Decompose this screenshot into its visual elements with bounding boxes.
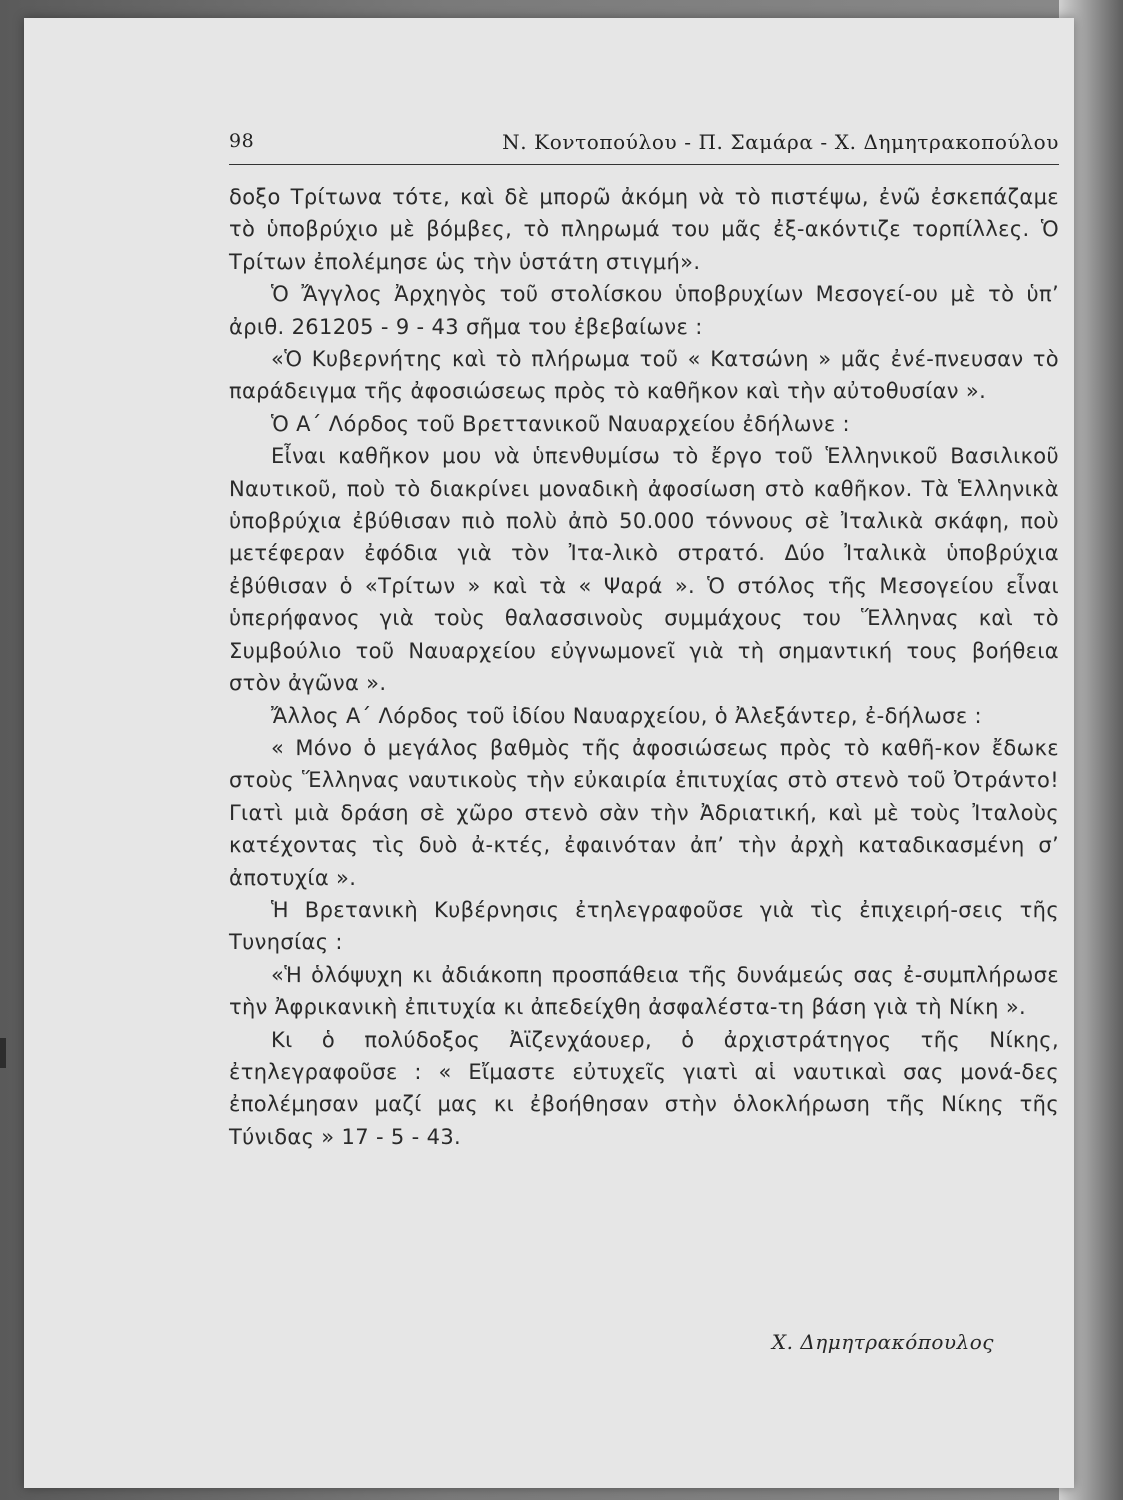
body-text bbox=[229, 181, 1059, 1153]
running-head: Ν. Κοντοπούλου - Π. Σαμάρα - Χ. Δημητρακοπούλου bbox=[502, 130, 1059, 154]
paragraph: Εἶναι καθῆκον μου νὰ ὑπενθυμίσω τὸ ἔργο τοῦ Ἑλληνικοῦ Βασιλικοῦ Ναυτικοῦ, ποὺ τὸ διακρίνει μοναδικὴ ἀφοσίωση στὸ καθῆκον. Τὰ Ἑλληνικὰ ὑποβρύχια ἐβύθισαν πιὸ πολὺ ἀπὸ 50.000 τόννους σὲ Ἰταλικὰ σκάφη, ποὺ μετέφεραν ἐφόδια γιὰ τὸν Ἰτα-λικὸ στρατό. Δύο Ἰταλικὰ ὑποβρύχια ἐβύθισαν ὁ «Τρίτων » καὶ τὰ « Ψαρά ». Ὁ στόλος τῆς Μεσογείου εἶναι ὑπερήφανος γιὰ τοὺς θαλασσινοὺς συμμάχους του Ἕλληνας καὶ τὸ Συμβούλιο τοῦ Ναυαρχείου εὐγνωμονεῖ γιὰ τὴ σημαντική τους βοήθεια στὸν ἀγῶνα ». bbox=[229, 444, 1059, 696]
paragraph: Ἡ Βρετανικὴ Κυβέρνησις ἐτηλεγραφοῦσε γιὰ τὶς ἐπιχειρή-σεις τῆς Τυνησίας : bbox=[229, 897, 1059, 955]
paragraph: Ὁ Α΄ Λόρδος τοῦ Βρεττανικοῦ Ναυαρχείου ἐδήλωνε : bbox=[271, 411, 850, 436]
paragraph: Ἄλλος Α΄ Λόρδος τοῦ ἰδίου Ναυαρχείου, ὁ Ἀλεξάντερ, ἐ-δήλωσε : bbox=[271, 703, 982, 728]
page-header bbox=[229, 130, 1059, 165]
book-page bbox=[24, 18, 1074, 1488]
paragraph: Κι ὁ πολύδοξος Ἀϊζενχάουερ, ὁ ἀρχιστράτηγος τῆς Νίκης, ἐτηλεγραφοῦσε : « Εἴμαστε εὐτυχεῖς γιατὶ αἱ ναυτικαὶ σας μονά-δες ἐπολέμησαν μαζί μας κι ἐβοήθησαν στὴν ὁλοκλήρωση τῆς Νίκης τῆς Τύνιδας » 17 - 5 - 43. bbox=[229, 1027, 1059, 1149]
page-number: 98 bbox=[229, 130, 255, 152]
paragraph: « Μόνο ὁ μεγάλος βαθμὸς τῆς ἀφοσιώσεως πρὸς τὸ καθῆ-κον ἔδωκε στοὺς Ἕλληνας ναυτικοὺς τὴν εὐκαιρία ἐπιτυχίας στὸ στενὸ τοῦ Ὀτράντο! Γιατὶ μιὰ δράση σὲ χῶρο στενὸ σὰν τὴν Ἀδριατική, καὶ μὲ τοὺς Ἰταλοὺς κατέχοντας τὶς δυὸ ἀ-κτές, ἐφαινόταν ἀπ’ τὴν ἀρχὴ καταδικασμένη σ’ ἀποτυχία ». bbox=[229, 735, 1059, 890]
paragraph: «Ἡ ὁλόψυχη κι ἀδιάκοπη προσπάθεια τῆς δυνάμεώς σας ἐ-συμπλήρωσε τὴν Ἀφρικανικὴ ἐπιτυχία κι ἀπεδείχθη ἀσφαλέστα-τη βάση γιὰ τὴ Νίκη ». bbox=[229, 962, 1059, 1020]
paragraph: δοξο Τρίτωνα τότε, καὶ δὲ μπορῶ ἀκόμη νὰ τὸ πιστέψω, ἐνῶ ἐσκεπάζαμε τὸ ὑποβρύχιο μὲ βόμβες, τὸ πληρωμά του μᾶς ἐξ-ακόντιζε τορπίλλες. Ὁ Τρίτων ἐπολέμησε ὡς τὴν ὑστάτη στιγμή». bbox=[229, 185, 1059, 274]
paragraph: «Ὁ Κυβερνήτης καὶ τὸ πλήρωμα τοῦ « Κατσώνη » μᾶς ἐνέ-πνευσαν τὸ παράδειγμα τῆς ἀφοσιώσεως πρὸς τὸ καθῆκον καὶ τὴν αὐτοθυσίαν ». bbox=[229, 347, 1059, 404]
paragraph: Ὁ Ἄγγλος Ἀρχηγὸς τοῦ στολίσκου ὑποβρυχίων Μεσογεί-ου μὲ τὸ ὑπ’ ἀριθ. 261205 - 9 - 43 σῆμα του ἐβεβαίωνε : bbox=[229, 282, 1059, 339]
margin-mark bbox=[0, 1038, 6, 1068]
author-signature: Χ. Δημητρακόπουλος bbox=[771, 1330, 994, 1354]
